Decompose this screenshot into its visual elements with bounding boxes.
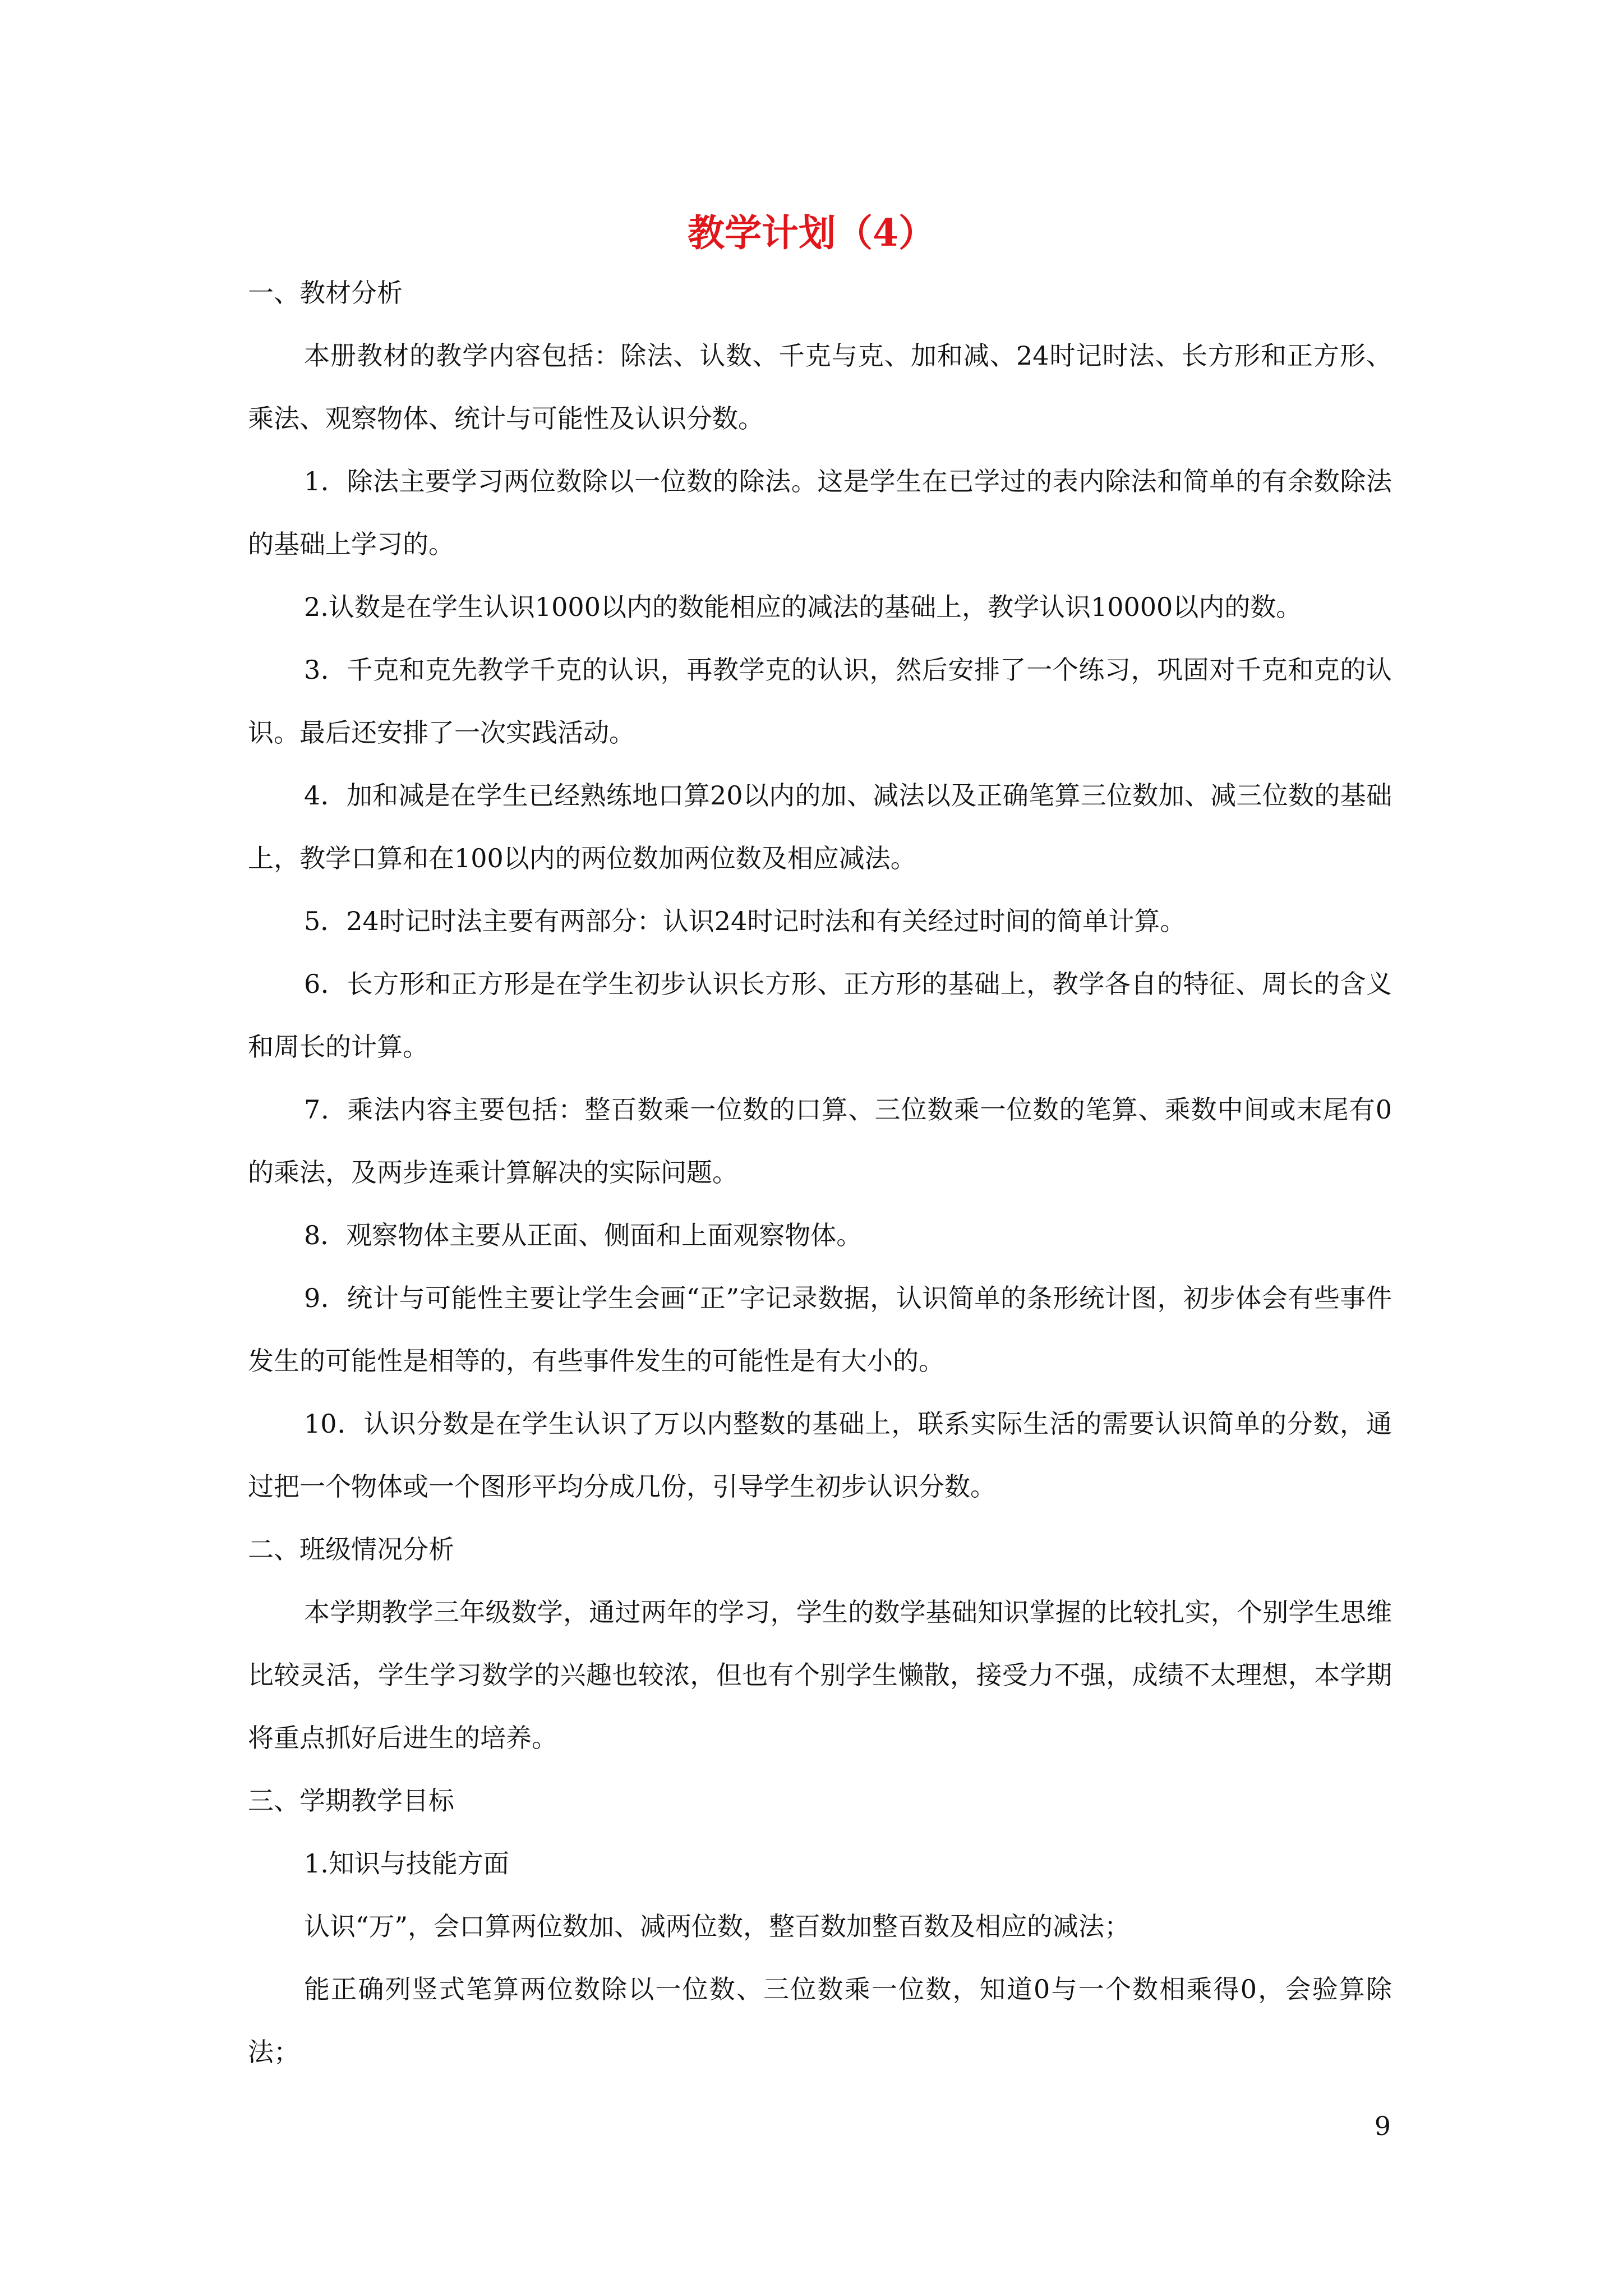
paragraph-class-analysis: 本学期教学三年级数学，通过两年的学习，学生的数学基础知识掌握的比较扎实，个别学生思维比较灵活，学生学习数学的兴趣也较浓，但也有个别学生懒散，接受力不强，成绩不太理想，本学期将重点抓好后进生的培养。 xyxy=(248,1597,1392,1753)
paragraph-goal-subheading: 1.知识与技能方面 xyxy=(304,1848,509,1879)
section-heading-goals: 三、学期教学目标 xyxy=(248,1786,454,1816)
paragraph-item-2: 2.认数是在学生认识1000以内的数能相应的减法的基础上，教学认识10000以内的数。 xyxy=(304,592,1302,622)
page-number: 9 xyxy=(1374,2111,1391,2141)
section-heading-class-analysis: 二、班级情况分析 xyxy=(248,1534,454,1565)
document-body xyxy=(248,261,1392,2083)
paragraph-item-7: 7．乘法内容主要包括：整百数乘一位数的口算、三位数乘一位数的笔算、乘数中间或末尾有0的乘法，及两步连乘计算解决的实际问题。 xyxy=(248,1094,1392,1188)
paragraph-item-3: 3．千克和克先教学千克的认识，再教学克的认识，然后安排了一个练习，巩固对千克和克的认识。最后还安排了一次实践活动。 xyxy=(248,655,1392,748)
paragraph-item-4: 4．加和减是在学生已经熟练地口算20以内的加、减法以及正确笔算三位数加、减三位数的基础上，教学口算和在100以内的两位数加两位数及相应减法。 xyxy=(248,780,1392,873)
paragraph-content-overview: 本册教材的教学内容包括：除法、认数、千克与克、加和减、24时记时法、长方形和正方形、乘法、观察物体、统计与可能性及认识分数。 xyxy=(248,341,1392,434)
paragraph-item-1: 1．除法主要学习两位数除以一位数的除法。这是学生在已学过的表内除法和简单的有余数除法的基础上学习的。 xyxy=(248,466,1392,559)
paragraph-goal-1: 认识“万”，会口算两位数加、减两位数，整百数加整百数及相应的减法； xyxy=(304,1911,1131,1941)
paragraph-item-10: 10．认识分数是在学生认识了万以内整数的基础上，联系实际生活的需要认识简单的分数，通过把一个物体或一个图形平均分成几份，引导学生初步认识分数。 xyxy=(248,1409,1392,1502)
paragraph-goal-2: 能正确列竖式笔算两位数除以一位数、三位数乘一位数，知道0与一个数相乘得0，会验算除法； xyxy=(248,1974,1392,2067)
paragraph-item-6: 6．长方形和正方形是在学生初步认识长方形、正方形的基础上，教学各自的特征、周长的含义和周长的计算。 xyxy=(248,969,1392,1062)
paragraph-item-8: 8．观察物体主要从正面、侧面和上面观察物体。 xyxy=(304,1220,863,1250)
paragraph-item-9: 9．统计与可能性主要让学生会画“正”字记录数据，认识简单的条形统计图，初步体会有些事件发生的可能性是相等的，有些事件发生的可能性是有大小的。 xyxy=(248,1283,1392,1376)
paragraph-item-5: 5．24时记时法主要有两部分：认识24时记时法和有关经过时间的简单计算。 xyxy=(304,906,1186,936)
section-heading-materials: 一、教材分析 xyxy=(248,278,403,308)
document-title: 教学计划（4） xyxy=(688,211,935,255)
